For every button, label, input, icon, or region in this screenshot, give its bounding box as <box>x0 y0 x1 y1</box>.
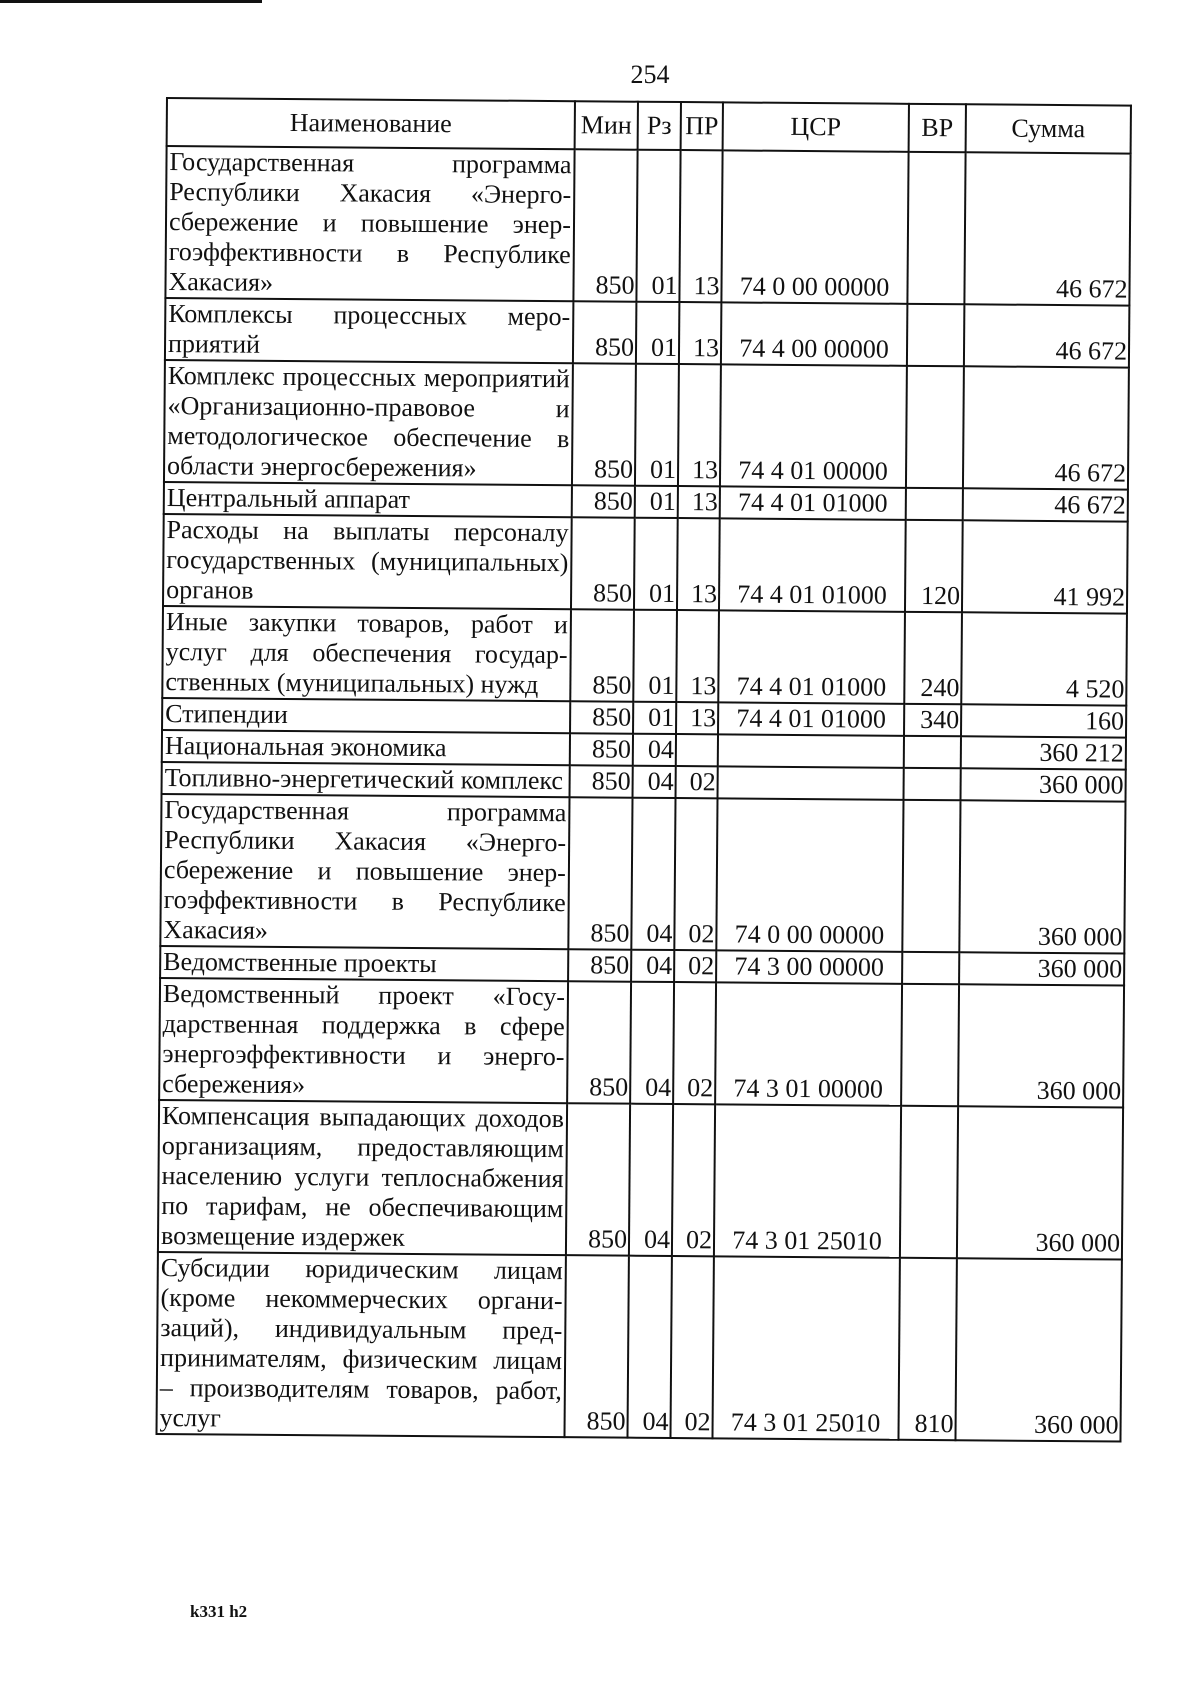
row-name: Субсидии юридическим лицам (кроме некоммерческих организаций), индивидуальным предпринимателям, физическим лицам – производителям товаров, работ, услуг <box>156 1252 565 1437</box>
row-rz: 04 <box>630 982 674 1104</box>
row-sum: 46 672 <box>964 152 1130 305</box>
row-name: Комплекс процессных мероприятий «Организационно-правовое и методологическое обеспечение в области энергосбережения» <box>164 360 573 485</box>
row-csr: 74 3 00 00000 <box>716 950 902 983</box>
row-min: 850 <box>564 1255 628 1437</box>
header-pr: ПР <box>681 102 723 150</box>
row-min: 850 <box>573 301 636 363</box>
row-sum: 46 672 <box>964 304 1129 367</box>
row-vr <box>901 984 959 1106</box>
row-name: Расходы на выплаты персоналу государственных (муниципальных) органов <box>163 514 572 609</box>
row-rz: 04 <box>633 766 676 798</box>
table-row <box>162 606 1127 706</box>
row-sum: 360 000 <box>959 952 1124 985</box>
row-csr: 74 4 01 01000 <box>719 518 906 611</box>
row-rz: 01 <box>635 364 679 486</box>
row-sum: 41 992 <box>962 520 1128 613</box>
row-vr: 240 <box>904 612 962 704</box>
row-vr <box>906 488 963 520</box>
table-row <box>156 1252 1121 1442</box>
row-min: 850 <box>570 701 633 733</box>
row-vr <box>902 952 959 984</box>
row-min: 850 <box>570 765 633 797</box>
row-name: Стипендии <box>162 698 570 733</box>
row-vr <box>904 736 961 768</box>
row-vr <box>906 366 964 488</box>
table-header <box>167 98 1131 154</box>
row-vr: 120 <box>905 520 963 612</box>
row-rz: 01 <box>636 302 679 364</box>
row-name: Национальная экономика <box>162 730 570 765</box>
row-pr: 02 <box>674 950 716 982</box>
row-vr: 810 <box>898 1258 956 1440</box>
row-rz: 01 <box>633 702 676 734</box>
row-vr <box>904 768 961 800</box>
row-rz: 04 <box>629 1104 673 1256</box>
row-csr <box>718 766 904 799</box>
row-vr <box>902 800 960 952</box>
row-vr <box>907 152 965 304</box>
row-csr: 74 0 00 00000 <box>716 798 903 951</box>
table-row <box>160 794 1125 954</box>
row-pr: 13 <box>677 518 720 610</box>
row-name: Топливно-энергетический комплекс <box>162 762 570 797</box>
row-min: 850 <box>571 517 635 609</box>
row-name: Государственная программа Республики Хакасия «Энергосбережение и повышение энергоэффективности в Республике Хакасия» <box>160 794 569 949</box>
header-vr: ВР <box>909 104 966 152</box>
table-row <box>163 514 1128 614</box>
row-pr <box>676 734 718 766</box>
row-sum: 4 520 <box>961 612 1127 705</box>
row-name: Ведомственный проект «Государственная поддержка в сфере энергоэффективности и энергосбережения» <box>159 978 568 1103</box>
row-pr: 02 <box>676 766 718 798</box>
table-row <box>165 146 1130 306</box>
page-number: 254 <box>630 60 670 89</box>
row-min: 850 <box>567 981 631 1103</box>
row-pr: 13 <box>676 610 719 702</box>
header-name: Наименование <box>167 98 575 149</box>
row-csr: 74 4 01 01000 <box>718 702 904 735</box>
row-csr: 74 4 01 00000 <box>720 364 907 487</box>
row-csr: 74 4 01 01000 <box>720 486 906 519</box>
row-rz: 04 <box>627 1256 671 1438</box>
row-name: Ведомственные проекты <box>160 946 568 981</box>
header-sum: Сумма <box>966 104 1131 153</box>
row-min: 850 <box>573 149 637 301</box>
row-pr: 02 <box>674 798 717 950</box>
budget-table <box>155 97 1131 1443</box>
row-pr: 02 <box>672 1104 715 1256</box>
top-rule <box>0 0 262 3</box>
row-name: Иные закупки товаров, работ и услуг для обеспечения государственных (муниципальных) нужд <box>162 606 571 701</box>
row-name: Комплексы процессных мероприятий <box>165 298 573 363</box>
row-sum: 360 000 <box>961 768 1126 801</box>
row-min: 850 <box>570 733 633 765</box>
row-rz: 04 <box>631 798 675 950</box>
row-rz: 04 <box>631 950 674 982</box>
row-rz: 04 <box>633 734 676 766</box>
row-sum: 46 672 <box>963 366 1129 489</box>
row-pr: 13 <box>678 486 720 518</box>
row-vr <box>900 1106 958 1258</box>
table-row <box>164 360 1129 490</box>
table-body <box>156 146 1130 1442</box>
row-pr: 13 <box>679 302 721 364</box>
row-sum: 360 000 <box>958 984 1124 1107</box>
footer-code: k331 h2 <box>190 1602 248 1621</box>
row-vr <box>907 304 964 366</box>
row-min: 850 <box>572 363 636 485</box>
row-min: 850 <box>566 1103 630 1255</box>
row-sum: 360 000 <box>957 1106 1123 1259</box>
row-rz: 01 <box>634 518 678 610</box>
row-rz: 01 <box>633 610 677 702</box>
row-csr: 74 3 01 00000 <box>715 982 902 1105</box>
row-pr: 13 <box>676 702 718 734</box>
row-sum: 360 000 <box>959 800 1125 953</box>
row-name: Государственная программа Республики Хакасия «Энергосбережение и повышение энергоэффективности в Республике Хакасия» <box>165 146 574 301</box>
table-row <box>159 978 1124 1108</box>
row-sum: 160 <box>961 704 1126 737</box>
row-sum: 360 000 <box>955 1258 1121 1441</box>
row-csr: 74 3 01 25010 <box>714 1104 901 1257</box>
row-csr: 74 4 00 00000 <box>721 302 907 365</box>
table-row <box>158 1100 1123 1260</box>
row-min: 850 <box>570 609 634 701</box>
row-sum: 360 212 <box>961 736 1126 769</box>
row-pr: 13 <box>679 150 722 302</box>
row-name: Центральный аппарат <box>164 482 572 517</box>
row-pr: 13 <box>678 364 721 486</box>
table-row <box>165 298 1129 368</box>
header-row <box>167 98 1131 154</box>
row-name: Компенсация выпадающих доходов организациям, предоставляющим населению услуги теплоснабжения по тарифам, не обеспечивающим возмещение издержек <box>158 1100 567 1255</box>
row-rz: 01 <box>636 150 680 302</box>
header-csr: ЦСР <box>723 102 909 151</box>
row-pr: 02 <box>673 982 716 1104</box>
header-min: Мин <box>575 101 638 149</box>
row-csr <box>718 734 904 767</box>
row-csr: 74 3 01 25010 <box>712 1256 899 1439</box>
row-pr: 02 <box>670 1256 713 1438</box>
row-vr: 340 <box>904 704 961 736</box>
row-min: 850 <box>568 797 632 949</box>
row-csr: 74 4 01 01000 <box>718 610 905 703</box>
row-min: 850 <box>568 949 631 981</box>
row-csr: 74 0 00 00000 <box>721 150 908 303</box>
header-rz: Рз <box>638 102 681 150</box>
row-min: 850 <box>572 485 635 517</box>
row-sum: 46 672 <box>963 488 1128 521</box>
row-rz: 01 <box>635 486 678 518</box>
